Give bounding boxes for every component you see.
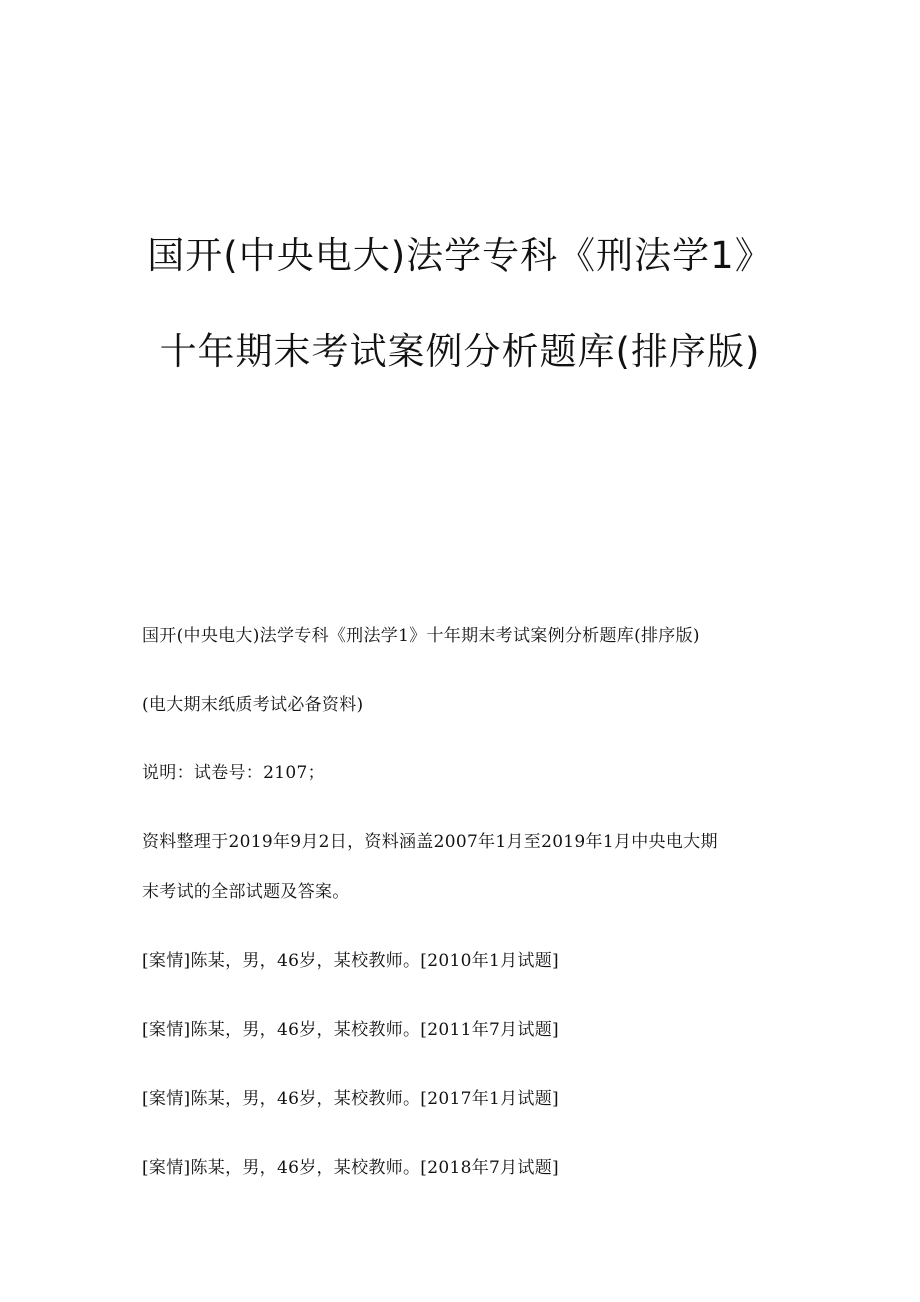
case-item: [案情]陈某，男，46岁，某校教师。[2011年7月试题] xyxy=(142,1020,559,1040)
paragraph-subtitle: 国开(中央电大)法学专科《刑法学1》十年期末考试案例分析题库(排序版) xyxy=(142,626,700,646)
case-item: [案情]陈某，男，46岁，某校教师。[2010年1月试题] xyxy=(142,951,559,971)
document-title-line-1: 国开(中央电大)法学专科《刑法学1》 xyxy=(147,234,773,277)
case-item: [案情]陈某，男，46岁，某校教师。[2018年7月试题] xyxy=(142,1158,559,1178)
paragraph-note: (电大期末纸质考试必备资料) xyxy=(142,695,364,715)
document-title-line-2: 十年期末考试案例分析题库(排序版) xyxy=(159,330,761,373)
case-item: [案情]陈某，男，46岁，某校教师。[2017年1月试题] xyxy=(142,1089,559,1109)
paragraph-coverage-line-2: 末考试的全部试题及答案。 xyxy=(142,882,350,902)
paragraph-exam-number: 说明：试卷号：2107； xyxy=(142,763,325,783)
paragraph-coverage-line-1: 资料整理于2019年9月2日，资料涵盖2007年1月至2019年1月中央电大期 xyxy=(142,832,718,852)
